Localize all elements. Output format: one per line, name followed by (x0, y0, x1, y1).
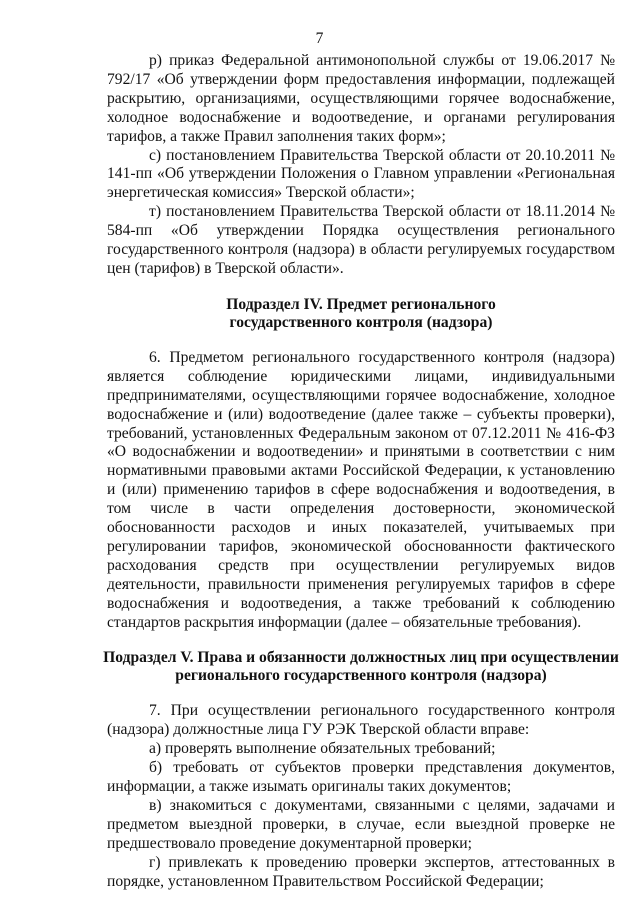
spacer (107, 279, 615, 296)
section-4-paragraph: 6. Предметом регионального государственного контроля (надзора) является соблюдение юридическими лицами, индивидуальными предпринимателями, осуществляющими горячее водоснабжение, холодное водоснабжение и (или) водоотведение (далее также – субъекты проверки), требований, установленных Федеральным законом от 07.12.2011 № 416-ФЗ «О водоснабжении и водоотведении» и принятыми в соответствии с ним нормативными правовыми актами Российской Федерации, к установлению и (или) применению тарифов в сфере водоснабжения и водоотведения, в том числе в части определения достоверности, экономической обоснованности расходов и иных показателей, учитываемых при регулировании тарифов, экономической обоснованности фактического расходования средств при осуществлении регулируемых видов деятельности, правильности применения регулируемых тарифов в сфере водоснабжения и водоотведения, а также требований к соблюдению стандартов раскрытия информации (далее – обязательные требования). (107, 348, 615, 631)
source-item-r: р) приказ Федеральной антимонопольной службы от 19.06.2017 № 792/17 «Об утверждении форм предоставления информации, подлежащей раскрытию, организациями, осуществляющими горячее водоснабжение, холодное водоснабжение и водоотведение, и органами регулирования тарифов, а также Правил заполнения таких форм»; (107, 52, 615, 145)
source-item-s: с) постановлением Правительства Тверской области от 20.10.2011 № 141-пп «Об утверждении Положения о Главном управлении «Региональная энергетическая комиссия» Тверской области»; (107, 146, 615, 202)
section-4-heading-line-1: Подраздел IV. Предмет регионального (226, 295, 496, 313)
rights-item-a: а) проверять выполнение обязательных требований; (149, 740, 496, 758)
section-5-heading-line-1: Подраздел V. Права и обязанности должностных лиц при осуществлении (103, 649, 619, 667)
source-item-t: т) постановлением Правительства Тверской области от 18.11.2014 № 584-пп «Об утверждении Порядка осуществления регионального государственного контроля (надзора) в области регулируемых государством цен (тарифов) в Тверской области». (107, 203, 615, 277)
spacer (107, 685, 615, 702)
section-5-heading-line-2: регионального государственного контроля (надзора) (175, 667, 547, 685)
rights-item-g: г) привлекать к проведению проверки экспертов, аттестованных в порядке, установленном Правительством Российской Федерации; (107, 853, 615, 890)
section-4-heading (107, 296, 615, 332)
section-5-heading (101, 649, 621, 685)
document-body (103, 52, 619, 892)
spacer (107, 332, 615, 349)
page-number: 7 (315, 30, 324, 47)
rights-item-v: в) знакомиться с документами, связанными с целями, задачами и предметом выездной проверки, в случае, если выездной проверке не предшествовало проведение документарной проверки; (107, 797, 615, 852)
spacer (107, 632, 615, 649)
section-5-intro: 7. При осуществлении регионального государственного контроля (надзора) должностные лица ГУ РЭК Тверской области вправе: (107, 702, 615, 739)
section-4-heading-line-2: государственного контроля (надзора) (229, 313, 493, 331)
rights-item-b: б) требовать от субъектов проверки представления документов, информации, а также изымать оригиналы таких документов; (107, 759, 615, 796)
